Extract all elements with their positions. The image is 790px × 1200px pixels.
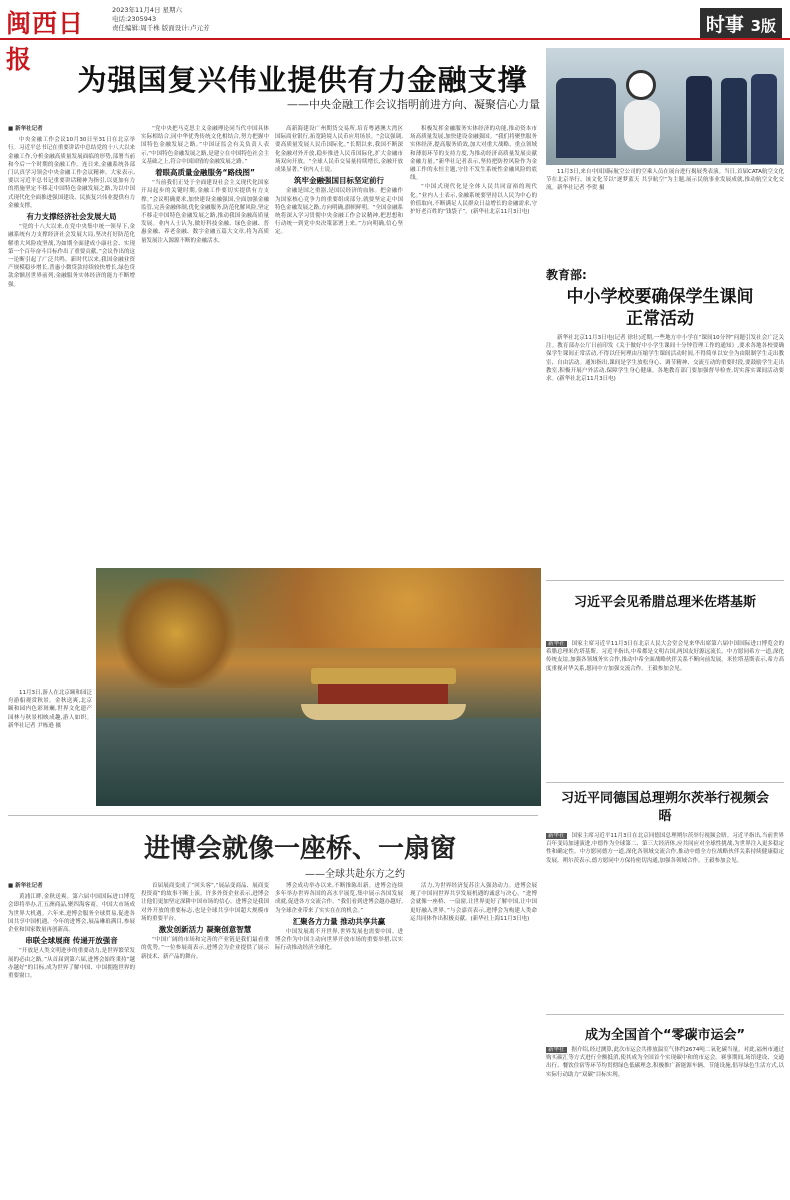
lead-col3b-text: 金融是国之重器,是国民经济的血脉。把金融作为国家核心竞争力的重要组成部分,就要坚定走中国特色金融发展之路,方向明确,旗帜鲜明。“全国金融系统将深入学习贯彻中央金融工作会议精神,把思想和行动统一到党中央决策部署上来。”方向明确,信心坚定。 [275,188,403,236]
greece-tag: 新华社 [548,641,565,647]
editors: 责任编辑:周千株 版面设计:卢元芳 [112,24,210,32]
expo-column-4 [410,882,537,1194]
section-name: 时事 [705,14,744,36]
lead-col1-text: 中央金融工作会议10月30日至31日在北京举行。习近平总书记在重要讲话中总结党的十八大以来金融工作,分析金融高质量发展面临的形势,部署当前和今后一个时期的金融工作。连日来,金融系统各部门认真学习领会中央金融工作会议精神。大家表示,要以习近平总书记重要讲话精神为指引,以更加有力的措施坚定不移走中国特色金融发展之路,为以中国式现代化全面推进强国建设、民族复兴伟业提供有力金融支撑。 [8,137,135,209]
newspaper-logo: 闽西日报 [6,9,85,74]
expo-subheading-2: 激发创新活力 凝聚创意智慧 [158,925,252,935]
airline-photo [546,48,784,165]
lead-col4b-text: “中国式现代化是全体人民共同富裕的现代化。”业内人士表示,金融系统要坚持以人民为中心的价值取向,不断满足人民群众日益增长的金融需求,守护好老百姓的“钱袋子”。(新华社北京11月3日电) [410,184,537,216]
germany-body-text: 国家主席习近平11月3日在北京同德国总理朔尔茨举行视频会晤。习近平指出,当前世界百年变局加速演进,中德作为全球第二、第三大经济体,应共同应对全球性挑战,为世界注入更多稳定性和确定性。中方愿同德方一道,深化各领域交流合作,推动中德全方位战略伙伴关系持续健康稳定发展。朔尔茨表示,德方愿同中方保持密切沟通,加强各领域合作。王毅参加会见。 [546,833,784,864]
expo-column-3 [275,882,403,1194]
issue-date: 2023年11月4日 星期六 [112,6,183,14]
masthead-meta [112,6,282,33]
expo-col2b-text: “中国广阔的市场和完善的产业链是我们最看重的优势。”一位参展商表示,进博会为企业提供了展示新技术、新产品的舞台。 [141,937,269,960]
germany-headline: 习近平同德国总理朔尔茨举行视频会晤 [560,791,769,824]
greece-headline: 习近平会见希腊总理米佐塔基斯 [573,595,756,610]
expo-headline: 进博会就像一座桥、一扇窗 [143,834,456,864]
expo-col4-text: 活力,为世界经济复苏注入强劲动力。进博会展现了中国同世界共享发展机遇的诚意与决心。“进博会就像一座桥、一扇窗,让世界更好了解中国,让中国更好融入世界。”与会嘉宾表示,进博会为构建人类命运共同体作出积极贡献。(新华社上海11月3日电) [410,883,537,922]
greece-body-text: 国家主席习近平11月3日在北京人民大会堂会见来华出席第六届中国国际进口博览会的希腊总理米佐塔基斯。习近平指出,中希都是文明古国,两国友好源远流长。中方愿同希方一道,深化传统友谊,加强各领域务实合作,推动中希全面战略伙伴关系不断向前发展。米佐塔基斯表示,希方高度重视对华关系,愿同中方加强交流合作。王毅参加会见。 [546,641,784,672]
lead-subheading-3: 筑牢金融强国目标坚定前行 [294,176,384,186]
lead-col3-text: 高新海建设广州期货交易所,培育粤港澳大湾区国际商业银行,拓宽跨境人民币应用场景。“会议强调,要高质量发展人民币国际化。”长期以来,我国不断深化金融对外开放,稳步推进人民币国际化,扩大金融市场双向开放。“全球人民币交易量持续增长,金融开放成果显著。”业内人士说。 [275,126,403,174]
edu-body [546,334,784,574]
airline-caption [546,168,784,228]
germany-body [546,832,784,1012]
masthead-rule [0,38,790,40]
lead-headline: 为强国复兴伟业提供有力金融支撑 [77,63,528,97]
expo-col3-text: 博会成功举办以来,不断推陈出新。进博会连续多年举办世界各国的高水平展览,集中展示各国发展成就,促进各方交流合作。“我们看到进博会越办越好,为全球企业带来了实实在在的机会。” [275,883,403,914]
expo-byline: ■ 新华社记者 [8,883,43,889]
divider [546,782,784,783]
lead-column-2 [141,125,269,562]
boat-caption-text: 11月3日,游人在北京颐和园泛舟游船观赏秋景。金秋送爽,北京颐和园内色彩斑斓,世界文化遗产园林与秋景相映成趣,游人如织。新华社记者 尹栋逊 摄 [8,690,92,729]
boat-photo-caption [8,689,92,809]
germany-tag: 新华社 [548,833,565,839]
lead-subheading-1: 有力支撑经济社会发展大局 [26,212,117,222]
airline-caption-text: 11月3日,来自中国国际航空公司的空乘人员在展台进行揭展秀表演。当日,首届CATA航空文化节在北京举行。该文化节以“逐梦蓝天 共享航空”为主题,展示民航事业发展成就,推动航空文化交流。新华社记者 李贺 摄 [546,169,784,192]
expo-subheading-3: 汇聚各方力量 推动共享共赢 [292,916,386,926]
edu-headline: 中小学校要确保学生课间正常活动 [566,287,754,329]
edu-kicker: 教育部: [546,268,587,282]
lead-byline: ■ 新华社记者 [8,126,43,132]
greece-body [546,640,784,780]
lowcarbon-headline: 成为全国首个“零碳市运会” [584,1028,746,1043]
expo-col1b-text: “开放是人类文明进步的重要动力,是世界繁荣发展的必由之路。”从首届到第六届,进博会始终秉持“越办越好”的目标,成为世界了解中国、中国拥抱世界的重要窗口。 [8,948,135,980]
lead-column-4 [410,125,537,562]
divider [8,815,538,816]
lowcarbon-body [546,1046,784,1194]
expo-col2-text: 首届展商变成了“回头客”,“展品变商品、展商变投资商”的故事不断上演。许多外资企业表示,进博会让他们更加坚定深耕中国市场的信心。进博会是我国对外开放的重要标志,也是全球共享中国超大规模市场的重要平台。 [141,883,269,922]
lowcarbon-body-text: 据介绍,经过测算,此次市运会共排放温室气体约2674吨二氧化碳当量。对此,福州市通过购买碳汇等方式进行全额抵消,使其成为全国首个实现碳中和的市运会。赛事期间,场馆建设、交通出行、餐饮住宿等环节均贯彻绿色低碳理念,积极推广新能源车辆、节能设施,倡导绿色生活方式,以实际行动助力“双碳”目标实现。 [546,1047,784,1078]
phone: 电话:2305943 [112,15,157,23]
section-badge [700,8,782,39]
lead-column-3 [275,125,403,562]
lead-subheading-2: 着眼高质量金融服务“路线图” [155,168,255,178]
lead-col2-text: “党中央把马克思主义金融理论同当代中国具体实际相结合,同中华优秀传统文化相结合,努力把握中国特色金融发展之路。”中国证监会有关负责人表示,“中国特色金融发展之路,是建立在中国特色社会主义基础之上,符合中国国情的金融发展之路。” [141,126,269,165]
lead-column-1 [8,125,135,562]
expo-col1-text: 黄浦江畔,金秋送爽。第六届中国国际进口博览会即将举办,汇五洲商品,聚四海客商。中国大市场成为世界大机遇。六年来,进博会服务全球贸易,促进各国共享中国机遇。今年的进博会,展品琳琅满目,参展企业和国家数量再创新高。 [8,894,135,934]
lead-col1b-text: “党的十八大以来,在党中央集中统一领导下,金融系统有力支撑经济社会发展大局,坚决打好防范化解重大风险攻坚战,为如期全面建成小康社会、实现第一个百年奋斗目标作出了重要贡献。”会议作出的这一论断引起了广泛共鸣。新时代以来,我国金融业资产规模稳步增长,普惠小微贷款持续较快增长,绿色贷款余额居世界前列,金融服务实体经济的能力不断增强。 [8,224,135,288]
divider [546,580,784,581]
edu-body-text: 新华社北京11月3日电(记者 徐壮)近期,一些地方中小学在“课间10分钟”问题引发社会广泛关注。教育部办公厅日前印发《关于做好中小学生课间十分钟管理工作的通知》,要求各地各校要确保学生课间正常活动,不得以任何理由压缩学生课间活动时间,不得简单以安全为由限制学生走出教室、自由活动。通知指出,课间是学生放松身心、调节精神、交流互动的重要时段,要鼓励学生走出教室,积极开展户外活动,保障学生身心健康。各地教育部门要加强督导检查,切实落实课间活动要求。(新华社北京11月3日电) [546,335,784,383]
expo-col3b-text: 中国发展离不开世界,世界发展也需要中国。进博会作为中国主动向世界开放市场的重要举措,以实际行动推动经济全球化。 [275,929,403,952]
expo-column-2 [141,882,269,1194]
expo-column-1 [8,882,135,1194]
lead-subhead: ——中央金融工作会议指明前进方向、凝聚信心力量 [287,98,540,111]
expo-subheading-1: 串联全球展商 传递开放强音 [25,936,118,946]
boat-photo [96,568,541,806]
lowcarbon-tag: 新华社 [548,1047,565,1053]
lead-col4-text: 积极发挥金融服务实体经济的功能,推动资本市场高质量发展,加快建设金融强国。“我们将聚焦服务实体经济,提高服务质效,加大对重大战略、重点领域和薄弱环节的支持力度,为推动经济高质量发展贡献金融力量。”新华社记者表示,坚持把防控风险作为金融工作的永恒主题,守住不发生系统性金融风险的底线。 [410,126,537,182]
lead-col2b-text: “当前我们正处于全面建设社会主义现代化国家开局起步的关键时期,金融工作要切实提供有力支撑。”会议明确要求,加快建设金融强国,全面加强金融监管,完善金融体制,优化金融服务,防范化解风险,坚定不移走中国特色金融发展之路,推动我国金融高质量发展。业内人士认为,做好科技金融、绿色金融、普惠金融、养老金融、数字金融五篇大文章,将为高质量发展注入源源不断的金融活水。 [141,180,269,244]
divider [546,1014,784,1015]
page-label: 3版 [750,17,776,35]
expo-subhead: ——全球共赴东方之约 [305,869,405,880]
